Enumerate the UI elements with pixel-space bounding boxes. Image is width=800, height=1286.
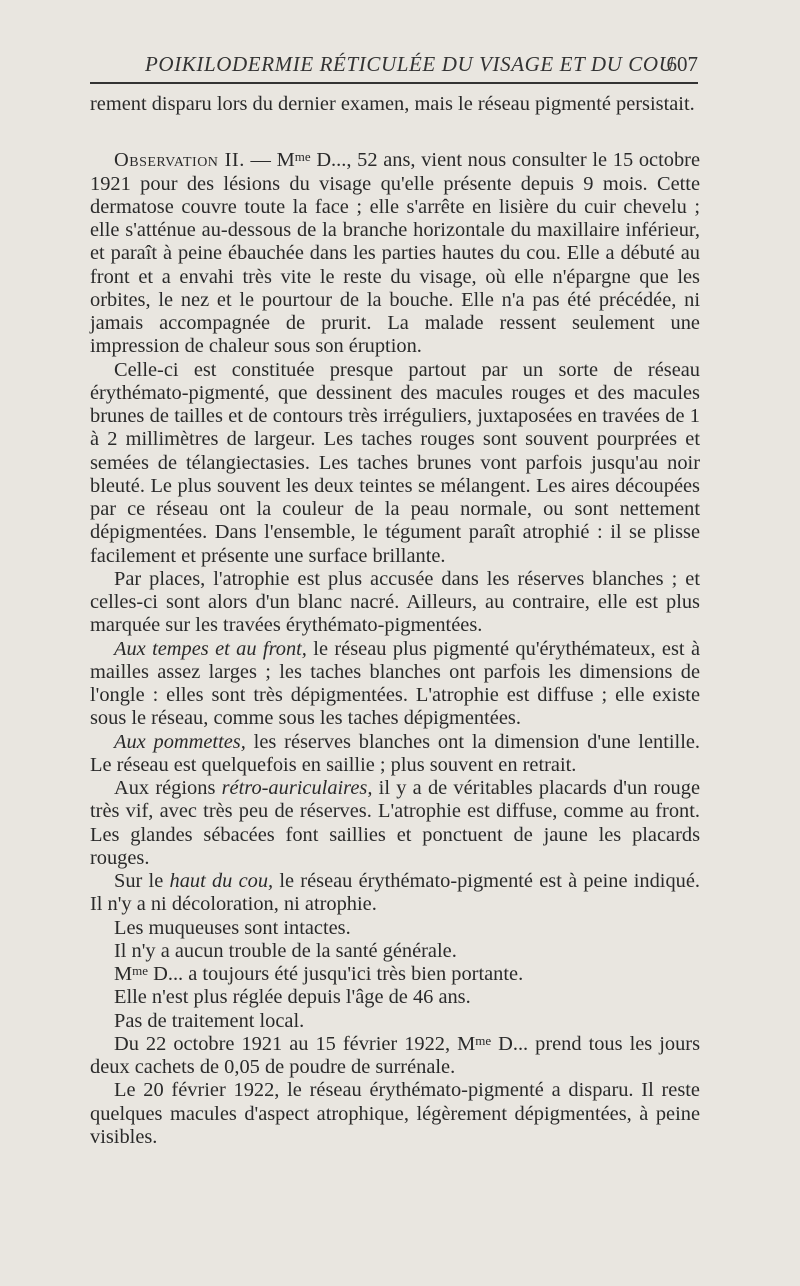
paragraph: Le 20 février 1922, le réseau érythémato-pigmenté a disparu. Il reste quelques macules d'aspect atrophique, légèrement dépigmentées, à peine visibles.: [90, 1079, 700, 1148]
paragraph: Sur le haut du cou, le réseau érythémato-pigmenté est à peine indiqué. Il n'y a ni décoloration, ni atrophie.: [90, 870, 700, 916]
running-head: [90, 52, 698, 84]
paragraph: Aux tempes et au front, le réseau plus pigmenté qu'érythémateux, est à mailles assez larges ; les taches blanches ont parfois les dimensions de l'ongle : elles sont très dépigmentées. L'atrophie est diffuse ; elle existe sous le réseau, comme sous les taches dépigmentées.: [90, 637, 700, 730]
paragraph: Du 22 octobre 1921 au 15 février 1922, $M^{me}$ D... prend tous les jours deux cachets de 0,05 de poudre de surrénale.: [90, 1032, 701, 1078]
paragraph-continued: rement disparu lors du dernier examen, mais le réseau pigmenté persistait.: [90, 93, 695, 115]
paragraph: $M^{me}$ D... a toujours été jusqu'ici très bien portante.: [114, 963, 524, 985]
paragraph: Pas de traitement local.: [114, 1009, 305, 1032]
page-number: 607: [666, 52, 698, 76]
paragraph: Les muqueuses sont intactes.: [114, 916, 351, 939]
italic-heading: Aux pommettes,: [114, 730, 246, 753]
italic-heading: Aux tempes et au front,: [114, 637, 307, 660]
italic-heading: rétro-auriculaires,: [221, 777, 373, 799]
observation-label: Observation II.: [114, 149, 245, 172]
body-text: [90, 93, 700, 1149]
paragraph: Aux pommettes, les réserves blanches ont la dimension d'une lentille. Le réseau est quelquefois en saillie ; plus souvent en retrait.: [90, 730, 701, 776]
running-title: POIKILODERMIE RÉTICULÉE DU VISAGE ET DU COU: [145, 52, 675, 76]
paragraph: Aux régions rétro-auriculaires, il y a de véritables placards d'un rouge très vif, avec très peu de réserves. L'atrophie est diffuse, comme au front. Les glandes sébacées font saillies et ponctuent de jaune les placards rouges.: [90, 777, 700, 869]
paragraph: Elle n'est plus réglée depuis l'âge de 46 ans.: [114, 986, 471, 1009]
paragraph-observation: Observation II. — $M^{me}$ D..., 52 ans, vient nous consulter le 15 octobre 1921 pour des lésions du visage qu'elle présente depuis 9 mois. Cette dermatose couvre toute la face ; elle s'arrête en lisière du cuir chevelu ; elle s'atténue au-dessous de la branche horizontale du maxillaire inférieur, et paraît à peine ébauchée dans les parties hautes du cou. Elle a débuté au front et a envahi très vite le reste du visage, où elle n'épargne que les orbites, le nez et le pourtour de la bouche. Elle n'a pas été précédée, ni jamais accompagnée de prurit. La malade ressent seulement une impression de chaleur sous son éruption.: [90, 149, 700, 358]
paragraph: Par places, l'atrophie est plus accusée dans les réserves blanches ; et celles-ci sont alors d'un blanc nacré. Ailleurs, au contraire, elle est plus marquée sur les travées érythémato-pigmentées.: [90, 567, 700, 637]
italic-heading: haut du cou,: [169, 870, 274, 892]
paragraph: Celle-ci est constituée presque partout par un sorte de réseau érythémato-pigmenté, que dessinent des macules rouges et des macules brunes de tailles et de contours très irréguliers, juxtaposées en travées de 1 à 2 millimètres de largeur. Les taches rouges sont souvent pourprées et semées de télangiectasies. Les taches brunes vont parfois jusqu'au noir bleuté. Le plus souvent les deux teintes se mélangent. Les aires découpées par ce réseau ont la couleur de la peau normale, ou sont nettement dépigmentées. Dans l'ensemble, le tégument paraît atrophié : il se plisse facilement et présente une surface brillante.: [90, 358, 700, 567]
paragraph: Il n'y a aucun trouble de la santé générale.: [114, 939, 457, 962]
